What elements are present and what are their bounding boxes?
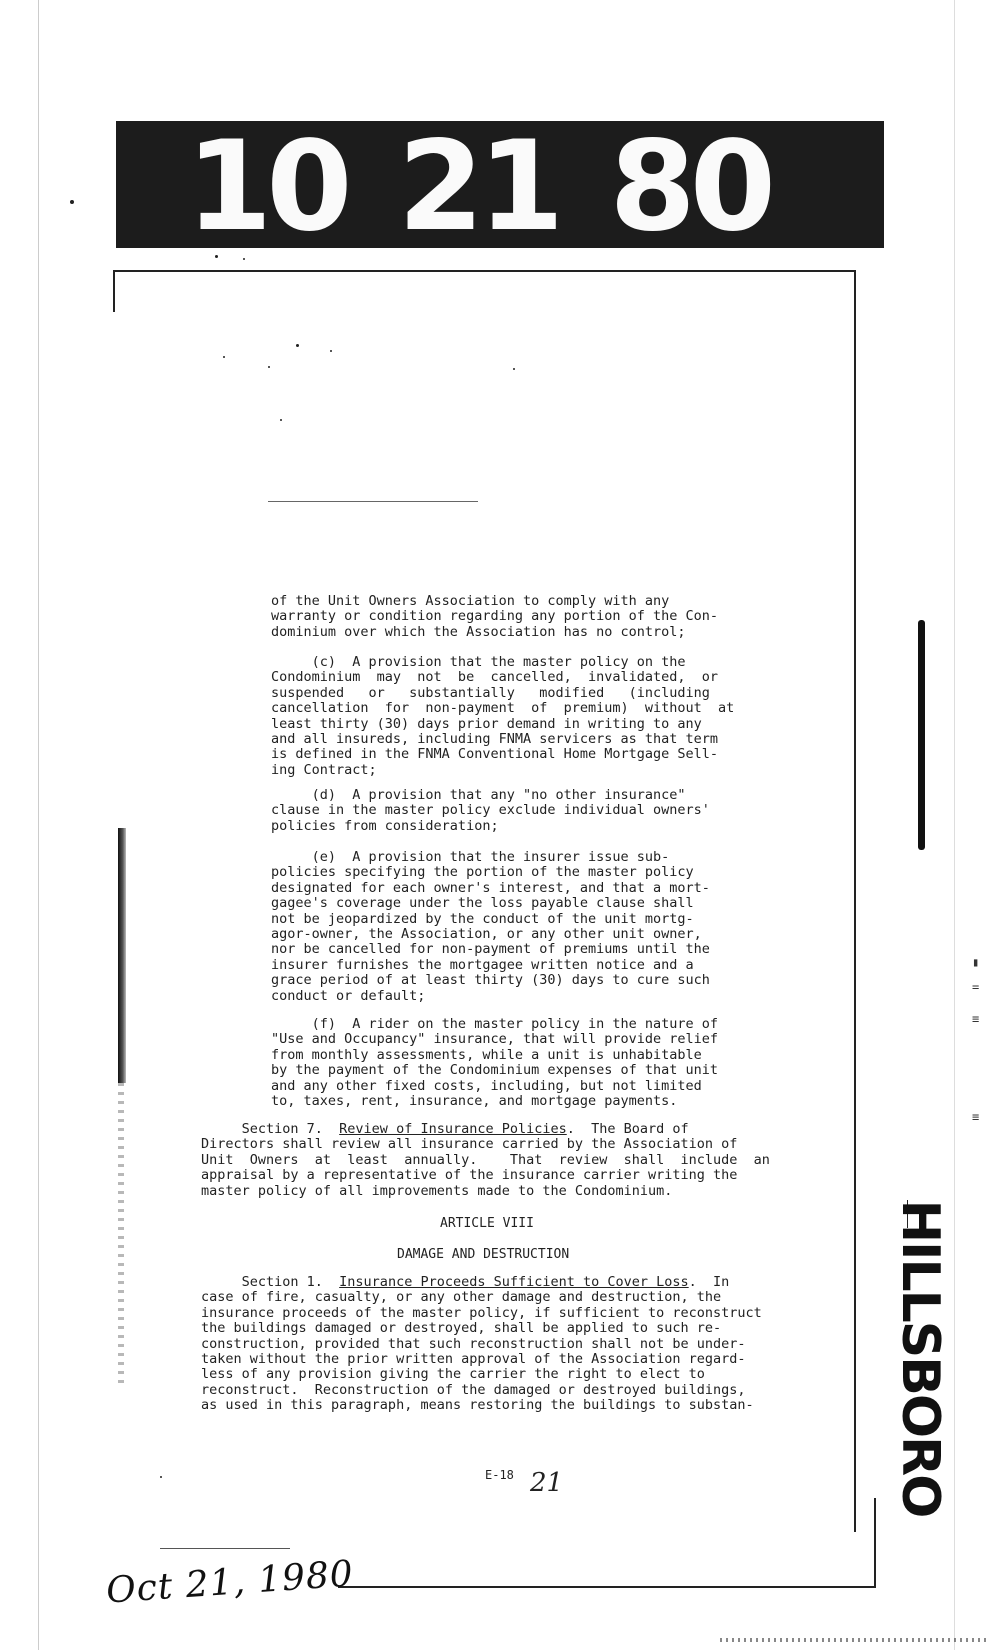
text-line: to, taxes, rent, insurance, and mortgage payments. — [271, 1093, 678, 1110]
text-line: insurer furnishes the mortgagee written notice and a — [271, 956, 694, 973]
text-line: (e) A provision that the insurer issue sub- — [271, 849, 670, 865]
text-line: grace period of at least thirty (30) days to cure such — [271, 972, 710, 989]
text-line: suspended or substantially modified (including — [271, 684, 710, 701]
text-line: case of fire, casualty, or any other damage and destruction, the — [201, 1289, 722, 1306]
text-line: of the Unit Owners Association to comply with any — [271, 593, 670, 609]
scan-edge-dots — [118, 1083, 124, 1383]
text-line: appraisal by a representative of the insurance carrier writing the — [201, 1167, 738, 1184]
text-line: agor-owner, the Association, or any other unit owner, — [271, 926, 702, 943]
article-title: DAMAGE AND DESTRUCTION — [397, 1247, 570, 1262]
text-line: master policy of all improvements made to the Condominium. — [201, 1182, 673, 1199]
margin-tick-mark: = — [972, 980, 980, 994]
side-stamp: HILLSBORO — [890, 1199, 950, 1517]
margin-tick-mark: ▮ — [972, 955, 980, 969]
text-line: less of any provision giving the carrier the right to elect to — [201, 1366, 705, 1383]
frame-border-bottom-right — [874, 1498, 876, 1588]
text-line: designated for each owner's interest, and that a mort- — [271, 879, 710, 896]
text-line: dominium over which the Association has no control; — [271, 623, 686, 640]
scan-speck — [513, 368, 515, 370]
scan-speck — [215, 255, 218, 258]
scan-speck — [268, 366, 270, 368]
section-7 — [201, 1122, 770, 1199]
paragraph-intro — [271, 594, 718, 640]
frame-border-bottom — [338, 1586, 876, 1588]
article-heading: ARTICLE VIII — [440, 1216, 534, 1231]
text-line: (c) A provision that the master policy on the — [271, 654, 686, 670]
paragraph-f — [271, 1017, 718, 1109]
text-line: Condominium may not be cancelled, invalidated, or — [271, 669, 719, 686]
date-stamp-banner — [116, 121, 884, 248]
date-stamp: 10 21 80 — [186, 121, 771, 248]
handwritten-date: Oct 21, 1980 — [104, 1553, 356, 1612]
text-line: not be jeopardized by the conduct of the unit mortg- — [271, 910, 694, 927]
section-1 — [201, 1275, 762, 1414]
section-title: Review of Insurance Policies — [339, 1121, 567, 1137]
frame-border-right — [854, 270, 856, 1532]
page-edge-line — [954, 0, 955, 1650]
paragraph-d — [271, 788, 710, 834]
text-line: and all insureds, including FNMA servicers as that term — [271, 731, 719, 748]
scan-speck — [280, 419, 282, 421]
text-line: least thirty (30) days prior demand in writing to any — [271, 715, 702, 732]
text-line: warranty or condition regarding any portion of the Con- — [271, 608, 719, 625]
section-title: Insurance Proceeds Sufficient to Cover Loss — [339, 1274, 689, 1290]
scan-artifact — [720, 1638, 990, 1642]
page-edge-line — [38, 0, 39, 1650]
text-line: and any other fixed costs, including, but not limited — [271, 1077, 702, 1094]
section-label: Section 7. — [201, 1121, 340, 1137]
section-label: Section 1. — [201, 1274, 340, 1290]
scan-rule — [160, 1548, 290, 1549]
text-line: nor be cancelled for non-payment of premiums until the — [271, 941, 710, 958]
handwritten-page-number: 21 — [530, 1468, 564, 1498]
text-line: as used in this paragraph, means restoring the buildings to substan- — [201, 1397, 754, 1414]
paragraph-c — [271, 655, 734, 778]
text-line: "Use and Occupancy" insurance, that will provide relief — [271, 1031, 719, 1048]
text-line: conduct or default; — [271, 987, 426, 1004]
text-line: ing Contract; — [271, 761, 377, 778]
text-line: (f) A rider on the master policy in the nature of — [271, 1016, 719, 1032]
frame-border-top — [113, 270, 856, 272]
scan-speck — [160, 1476, 162, 1478]
text-line: clause in the master policy exclude individual owners' — [271, 802, 710, 819]
frame-border-left — [113, 270, 115, 312]
text-line: is defined in the FNMA Conventional Home Mortgage Sell- — [271, 746, 719, 763]
scan-speck — [330, 350, 332, 352]
text-line: Directors shall review all insurance carried by the Association of — [201, 1136, 738, 1153]
text-line: by the payment of the Condominium expenses of that unit — [271, 1062, 719, 1079]
text-line: gagee's coverage under the loss payable clause shall — [271, 895, 694, 912]
text-line: policies specifying the portion of the master policy — [271, 864, 694, 881]
text-line: policies from consideration; — [271, 817, 499, 834]
margin-bar-mark — [918, 620, 925, 850]
paragraph-e — [271, 850, 710, 1004]
text-line: Unit Owners at least annually. That review shall include an — [201, 1151, 770, 1168]
margin-tick-mark: ≡ — [972, 1012, 980, 1026]
text-line: from monthly assessments, while a unit is unhabitable — [271, 1046, 702, 1063]
scan-edge-shadow — [118, 828, 126, 1083]
faint-rule — [268, 501, 478, 502]
scan-speck — [70, 200, 74, 204]
page-number: E-18 — [485, 1468, 514, 1482]
scan-speck — [243, 258, 245, 260]
text-line: construction, provided that such reconstruction shall not be under- — [201, 1335, 746, 1352]
text-line: cancellation for non-payment of premium) without at — [271, 700, 735, 717]
text-fragment: . In — [688, 1274, 730, 1290]
scan-speck — [223, 356, 225, 358]
margin-tick-mark: ≡ — [972, 1110, 980, 1124]
text-fragment: . The Board of — [566, 1121, 689, 1137]
scan-speck — [296, 344, 299, 347]
text-line: (d) A provision that any "no other insurance" — [271, 787, 686, 803]
text-line: taken without the prior written approval of the Association regard- — [201, 1351, 746, 1368]
text-line: reconstruct. Reconstruction of the damaged or destroyed buildings, — [201, 1381, 746, 1398]
text-line: the buildings damaged or destroyed, shall be applied to such re- — [201, 1320, 722, 1337]
text-line: insurance proceeds of the master policy, if sufficient to reconstruct — [201, 1304, 762, 1321]
